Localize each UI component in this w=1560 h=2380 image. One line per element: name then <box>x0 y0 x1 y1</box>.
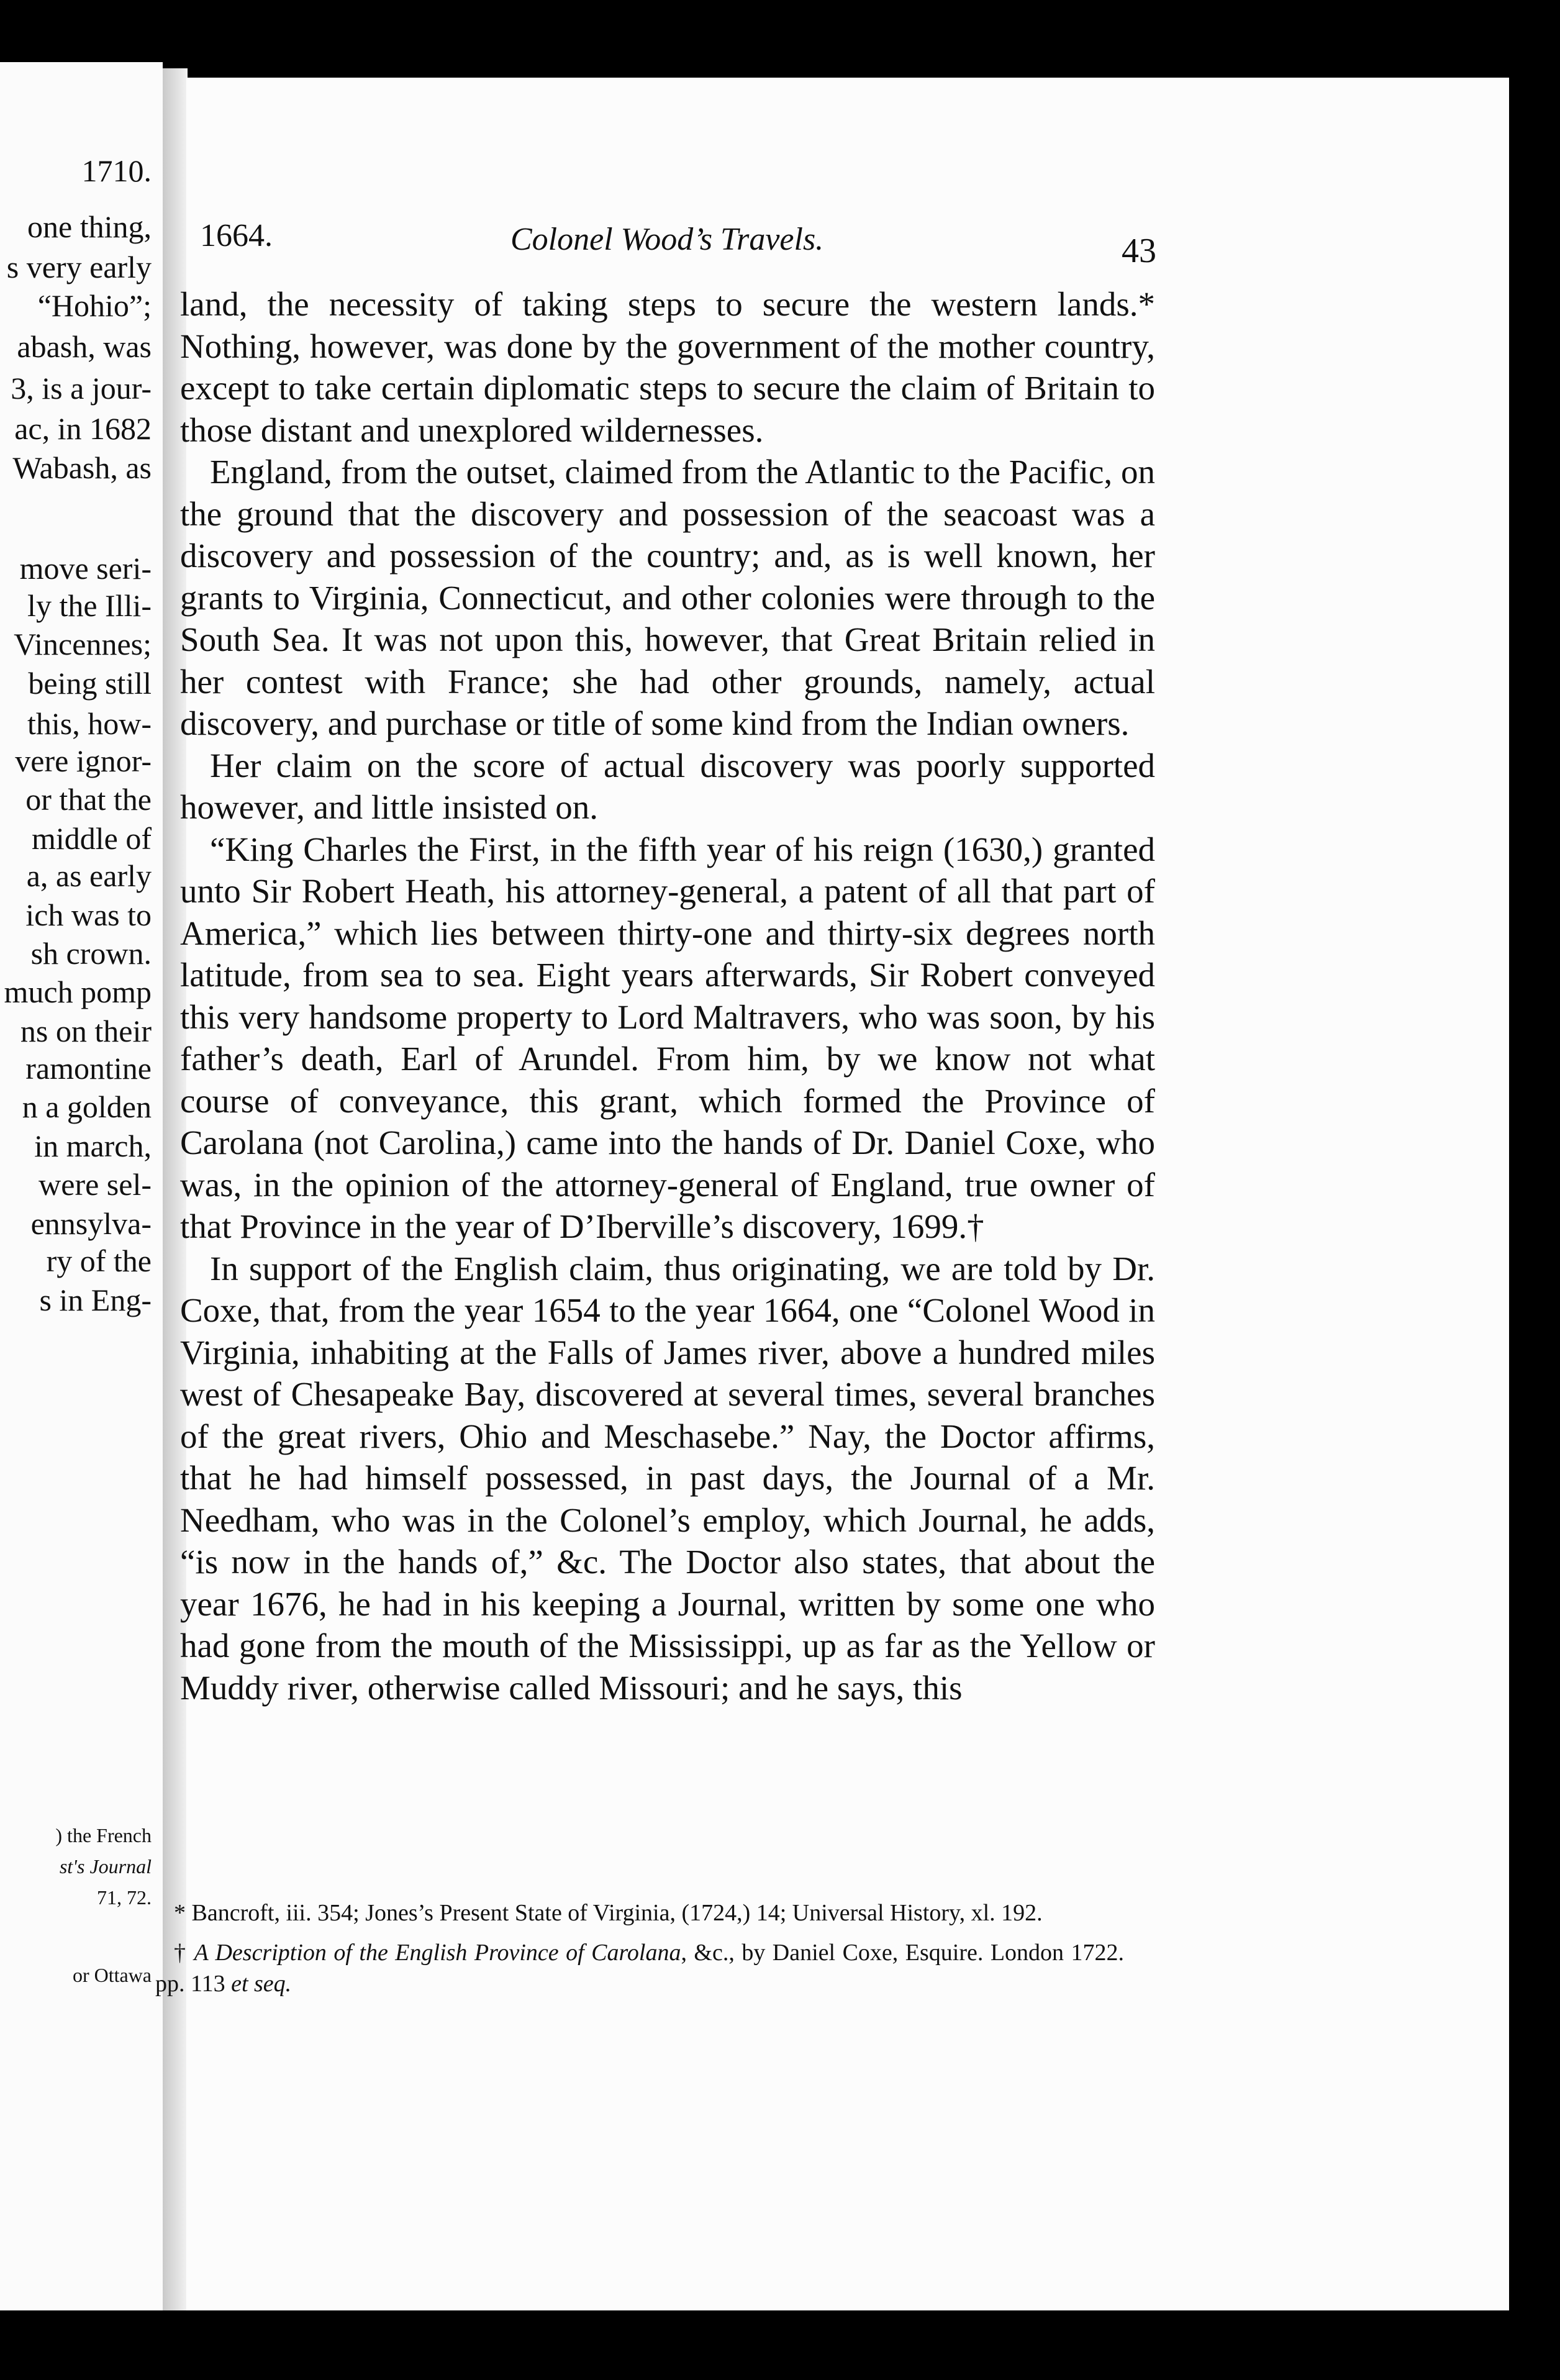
footnote-2-etseq: et seq. <box>231 1971 292 1997</box>
left-page-line: ramontine <box>25 1051 152 1086</box>
left-page-line: being still <box>28 666 152 701</box>
left-page-line: ns on their <box>20 1014 152 1048</box>
left-page-line: s in Eng- <box>39 1283 152 1317</box>
left-page-line: in march, <box>34 1129 152 1163</box>
left-page-line: move seri- <box>19 551 152 586</box>
footnote-2 <box>155 1937 1124 1999</box>
left-page-note: 71, 72. <box>97 1886 152 1909</box>
left-page-line: 3, is a jour- <box>11 371 152 406</box>
left-page-line: s very early <box>6 250 152 284</box>
left-page-line: Wabash, as <box>12 450 152 485</box>
footnote-1: * Bancroft, iii. 354; Jones’s Present State of Virginia, (1724,) 14; Universal History, xl. 192. <box>174 1900 1043 1926</box>
footnote-2-mark: † <box>174 1940 187 1966</box>
left-page-line: one thing, <box>27 209 152 244</box>
left-page-line: ly the Illi- <box>27 588 152 623</box>
left-page-line: ennsylva- <box>30 1206 152 1241</box>
left-page-line: “Hohio”; <box>37 288 152 323</box>
left-page-line: a, as early <box>26 858 152 893</box>
left-page-line: or that the <box>25 782 152 817</box>
left-facing-page <box>0 62 163 2310</box>
paragraph: “King Charles the First, in the fifth year of his reign (1630,) granted unto Sir Robert Heath, his attorney-general, a patent of all that part of America,” which lies between thirty-one and thirty-six degrees north latitude, from sea to sea. Eight years afterwards, Sir Robert conveyed this very handsome property to Lord Maltravers, who was soon, by his father’s death, Earl of Arundel. From him, by we know not what course of conveyance, this grant, which formed the Province of Carolana (not Carolina,) came into the hands of Dr. Daniel Coxe, who was, in the opinion of the attorney-general of England, true owner of that Province in the year of D’Iberville’s discovery, 1699.† <box>180 830 1155 1245</box>
paragraph: England, from the outset, claimed from the Atlantic to the Pacific, on the ground that the discovery and possession of the seacoast was a discovery and possession of the country; and, as is well known, her grants to Virginia, Connecticut, and other colonies were through to the South Sea. It was not upon this, however, that Great Britain relied in her contest with France; she had other grounds, namely, actual discovery, and purchase or title of some kind from the Indian owners. <box>180 453 1155 742</box>
footnotes <box>155 1897 1124 2008</box>
left-page-note: or Ottawa <box>72 1964 152 1986</box>
page-number: 43 <box>1122 232 1156 270</box>
body-text <box>180 283 1155 1709</box>
running-head <box>200 217 1156 270</box>
left-page-line: middle of <box>31 821 152 856</box>
left-page-line: much pomp <box>4 974 152 1009</box>
footnote-2-title: A Description of the English Province of Carolana <box>194 1940 681 1966</box>
paragraph: Her claim on the score of actual discovery was poorly supported however, and little insisted on. <box>180 746 1155 826</box>
left-page-line: ry of the <box>46 1243 152 1278</box>
paragraph: land, the necessity of taking steps to secure the western lands.* Nothing, however, was done by the government of the mother country, except to take certain diplomatic steps to secure the claim of Britain to those distant and unexplored wildernesses. <box>180 285 1155 449</box>
left-page-line: this, how- <box>27 706 152 741</box>
left-page-line: ac, in 1682 <box>14 411 152 446</box>
left-page-line: ich was to <box>25 897 152 932</box>
header-title: Colonel Wood’s Travels. <box>510 222 824 257</box>
left-page-line: vere ignor- <box>15 743 152 778</box>
left-page-note: ) the French <box>55 1824 152 1846</box>
header-year: 1664. <box>200 218 273 253</box>
left-page-line: were sel- <box>39 1167 152 1202</box>
left-page-line: n a golden <box>22 1089 152 1124</box>
left-page-line: abash, was <box>17 329 152 364</box>
left-page-line: sh crown. <box>30 936 152 971</box>
footnote-2-rest: , &c., by Daniel Coxe, Esquire. London 1722. pp. 113 <box>155 1940 1125 1997</box>
left-page-note: st's Journal <box>59 1855 152 1878</box>
left-page-line: 1710. <box>81 153 152 188</box>
left-page-line: Vincennes; <box>14 627 152 661</box>
paragraph: In support of the English claim, thus originating, we are told by Dr. Coxe, that, from the year 1654 to the year 1664, one “Colonel Wood in Virginia, inhabiting at the Falls of James river, above a hundred miles west of Chesapeake Bay, discovered at several times, several branches of the great rivers, Ohio and Meschasebe.” Nay, the Doctor affirms, that he had himself possessed, in past days, the Journal of a Mr. Needham, who was in the Colonel’s employ, which Journal, he adds, “is now in the hands of,” &c. The Doctor also states, that about the year 1676, he had in his keeping a Journal, written by some one who had gone from the mouth of the Mississippi, up as far as the Yellow or Muddy river, otherwise called Missouri; and he says, this <box>180 1249 1155 1707</box>
